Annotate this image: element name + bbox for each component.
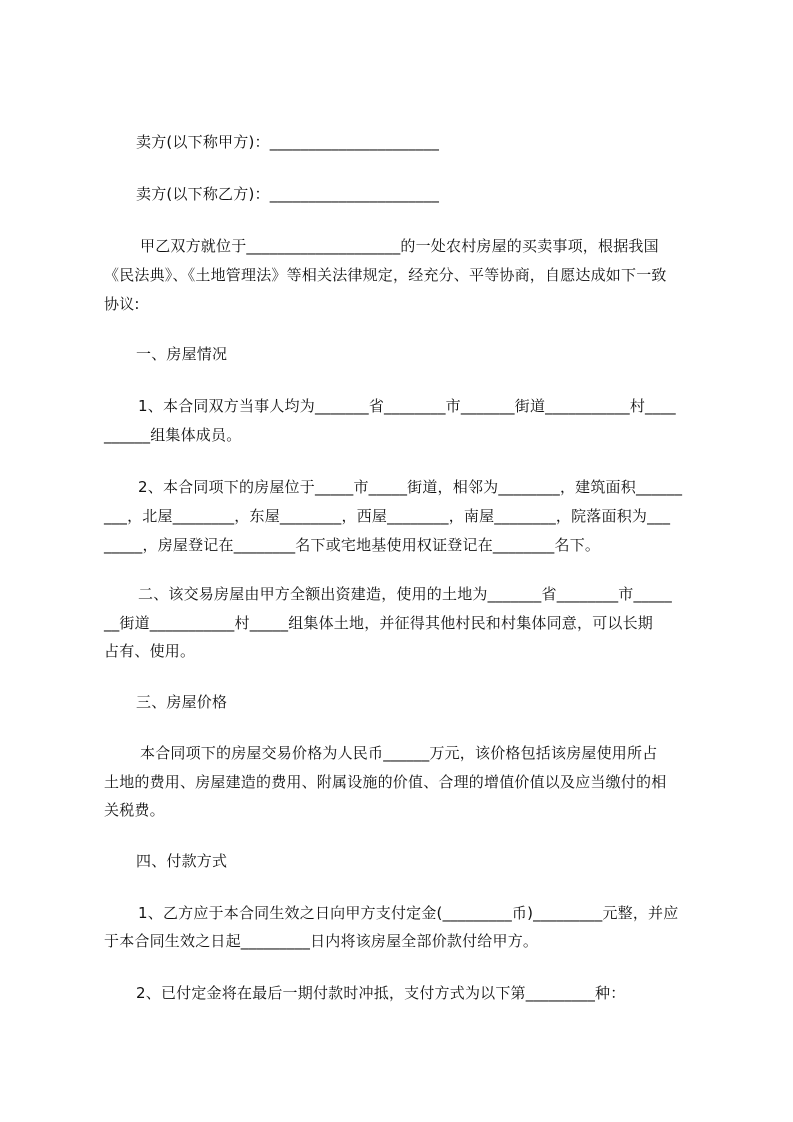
seller-a-line: 卖方(以下称甲方)：______________________ bbox=[136, 133, 440, 151]
section1-item2-line-3: _____，房屋登记在________名下或宅地基使用权证登记在________名下。 bbox=[104, 536, 601, 554]
seller-b-line: 卖方(以下称乙方)：______________________ bbox=[136, 185, 440, 203]
section3-heading: 三、房屋价格 bbox=[136, 693, 228, 711]
section4-item2-line-1: 2、已付定金将在最后一期付款时冲抵，支付方式为以下第_________种： bbox=[136, 984, 626, 1002]
intro-line-2: 《民法典》、《土地管理法》等相关法律规定，经充分、平等协商，自愿达成如下一致 bbox=[104, 266, 667, 284]
section2-line-1: 二、该交易房屋由甲方全额出资建造，使用的土地为_______省________市_____ bbox=[138, 585, 673, 603]
section4-item1-line-1: 1、乙方应于本合同生效之日向甲方支付定金(_________币)_________元整，并应 bbox=[138, 904, 679, 922]
section3-line-2: 土地的费用、房屋建造的费用、附属设施的价值、合理的增值价值以及应当缴付的相 bbox=[104, 773, 667, 791]
intro-line-3: 协议: bbox=[104, 295, 140, 313]
section1-item2-line-2: ___，北屋________，东屋________，西屋________，南屋________，院落面积为___ bbox=[104, 507, 671, 525]
section3-line-1: 本合同项下的房屋交易价格为人民币______万元，该价格包括该房屋使用所占 bbox=[140, 744, 658, 762]
intro-line-1: 甲乙双方就位于____________________的一处农村房屋的买卖事项，根据我国 bbox=[140, 237, 659, 255]
section4-item1-line-2: 于本合同生效之日起_________日内将该房屋全部价款付给甲方。 bbox=[104, 932, 539, 950]
section1-item1-line-1: 1、本合同双方当事人均为_______省________市_______街道___________村____ bbox=[138, 397, 676, 415]
section1-heading: 一、房屋情况 bbox=[136, 345, 228, 363]
section1-item1-line-2: ______组集体成员。 bbox=[104, 426, 242, 444]
section2-line-3: 占有、使用。 bbox=[104, 642, 196, 660]
section1-item2-line-1: 2、本合同项下的房屋位于_____市_____街道，相邻为________，建筑面积______ bbox=[138, 478, 683, 496]
section4-heading: 四、付款方式 bbox=[136, 852, 228, 870]
section3-line-3: 关税费。 bbox=[104, 801, 165, 819]
section2-line-2: __街道___________村_____组集体土地，并征得其他村民和村集体同意，可以长期 bbox=[104, 614, 654, 632]
